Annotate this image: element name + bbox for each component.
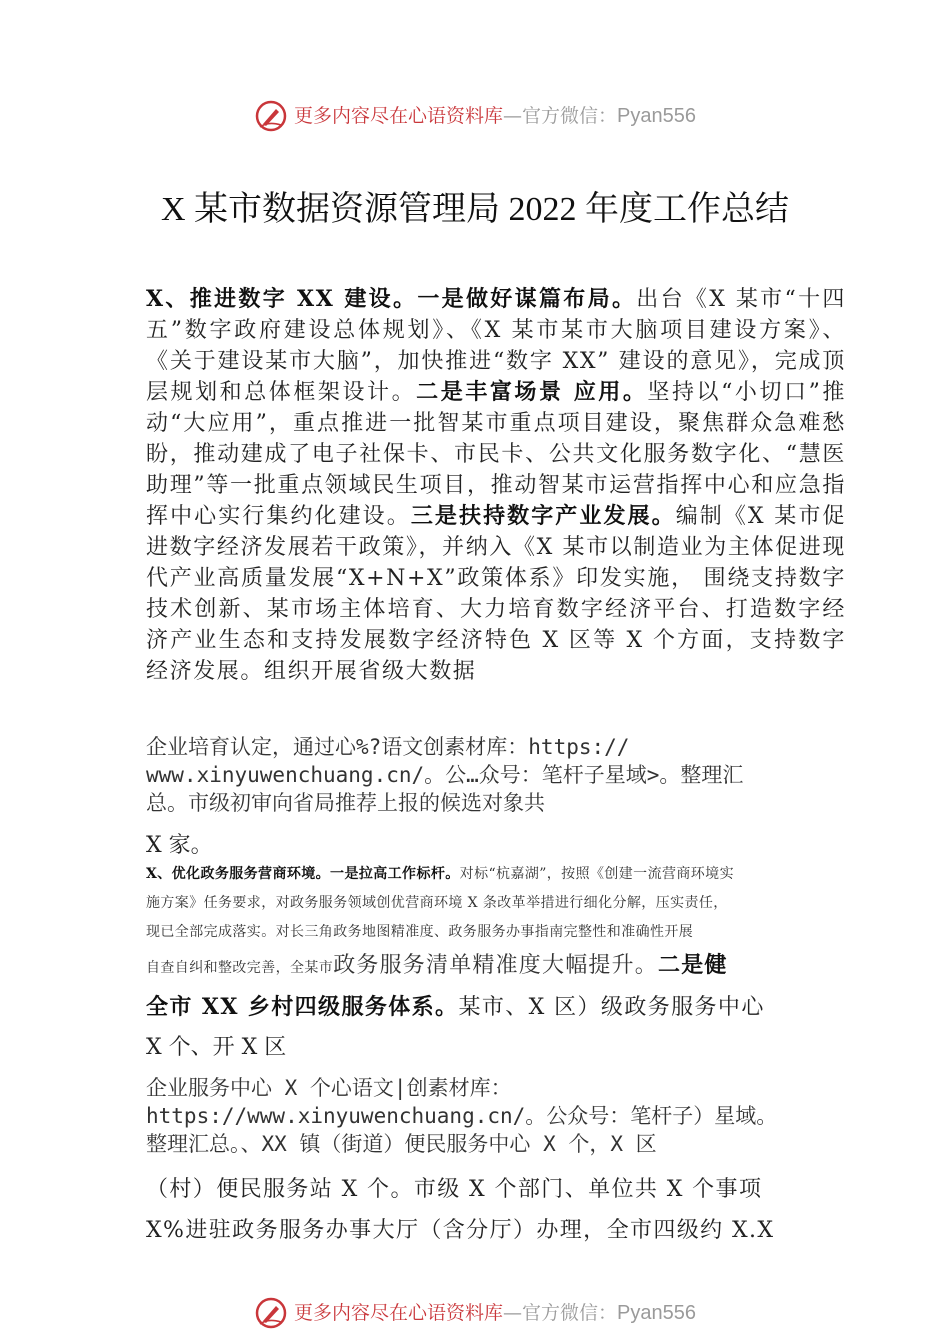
- para1-text-3: 编制《X 某市促进数字经济发展若干政策》，并纳入《X 某市以制造业为主体促进现代产业高质量发展“X+N+X”政策体系》印发实施， 围绕支持数字技术创新、某市场主体培育、大力培育数字经济平台、打造数字经济产业生态和支持发展数字经济特色 X 区等 X 个方面，支持数字经济发展。组织开展省级大数据: [146, 504, 846, 684]
- para2-line-2: www.xinyuwenchuang.cn/。公…众号：笔杆子星域>。整理汇: [146, 763, 744, 787]
- heading-rich-scenes: 二是丰富场景 应用。: [416, 379, 648, 405]
- para3-line-1: [146, 860, 846, 889]
- footer-watermark: [0, 1296, 950, 1330]
- para3-text-4a: 自查自纠和整改完善，全某市: [146, 960, 334, 976]
- para3-line-3: 现已全部完成落实。对长三角政务地图精准度、政务服务办事指南完整性和准确性开展: [146, 924, 694, 940]
- heading-jian: 二是健: [658, 952, 728, 978]
- line-x-jia: X 家。: [146, 833, 213, 858]
- watermark-grey-text: 官方微信：: [522, 1302, 618, 1324]
- para4-text: 某市、X 区）级政务服务中心: [458, 995, 765, 1020]
- watermark-red-text: 更多内容尽在心语资料库: [294, 105, 504, 127]
- para1-text-1: 出台《X 某市“十四五”数字政府建设总体规划》、《X 某市某市大脑项目建设方案》、《关于建设某市大脑”，加快推进“数字 XX” 建设的意见》，完成顶层规划和总体框架设计。: [146, 287, 847, 405]
- para3-text-1: 对标“杭嘉湖”，按照《创建一流营商环境实: [459, 866, 734, 882]
- para3-line-2: 施方案》任务要求，对政务服务领域创优营商环境 X 条改革举措进行细化分解，压实责任，: [146, 895, 728, 911]
- watermark-dash: —: [503, 105, 523, 127]
- line-x-ge: X 个、开 X 区: [146, 1035, 287, 1060]
- document-title: X 某市数据资源管理局 2022 年度工作总结: [160, 191, 790, 228]
- watermark-dash: —: [503, 1302, 523, 1324]
- paragraph-enterprise-cultivation: [146, 733, 846, 817]
- pen-logo-icon: [254, 1296, 288, 1330]
- para6-line-3: 整理汇总。、XX 镇（街道）便民服务中心 X 个，X 区: [146, 1132, 657, 1156]
- paragraph-service-system: [146, 992, 846, 1023]
- watermark-account: Pyan556: [617, 1302, 696, 1324]
- para6-line-1: 企业服务中心 X 个心语文|创素材库：: [146, 1076, 512, 1100]
- heading-digital-construction: X、推进数字 XX 建设。一是做好谋篇布局。: [146, 286, 637, 312]
- line-cun: （村）便民服务站 X 个。市级 X 个部门、单位共 X 个事项: [146, 1177, 763, 1202]
- para6-line-2: https://www.xinyuwenchuang.cn/。公众号：笔杆子）星域。: [146, 1104, 778, 1128]
- watermark-red-text: 更多内容尽在心语资料库: [294, 1302, 504, 1324]
- heading-service-system: 全市 XX 乡村四级服务体系。: [146, 994, 459, 1020]
- para3-text-4b: 政务服务清单精准度大幅提升。: [333, 953, 659, 978]
- heading-business-environment: X、优化政务服务营商环境。一是拉高工作标杆。: [146, 866, 460, 882]
- para3-line-4: [146, 947, 846, 986]
- watermark-account: Pyan556: [617, 105, 696, 127]
- line-last: X%进驻政务服务办事大厅（含分厅）办理，全市四级约 X.X: [146, 1218, 775, 1243]
- para2-line-3: 总。市级初审向省局推荐上报的候选对象共: [146, 791, 545, 815]
- paragraph-business-environment: [146, 860, 846, 986]
- paragraph-enterprise-service: [146, 1074, 846, 1158]
- watermark-grey-text: 官方微信：: [522, 105, 618, 127]
- header-watermark: [0, 99, 950, 133]
- paragraph-digital-construction: [146, 284, 846, 687]
- para1-text-2: 坚持以“小切口”推动“大应用”，重点推进一批智某市重点项目建设，聚焦群众急难愁盼，推动建成了电子社保卡、市民卡、公共文化服务数字化、“慧医助理”等一批重点领域民生项目，推动智某市运营指挥中心和应急指挥中心实行集约化建设。: [146, 380, 846, 529]
- pen-logo-icon: [254, 99, 288, 133]
- heading-digital-industry: 三是扶持数字产业发展。: [410, 503, 676, 529]
- para2-line-1: 企业培育认定，通过心%?语文创素材库：https://: [146, 735, 630, 759]
